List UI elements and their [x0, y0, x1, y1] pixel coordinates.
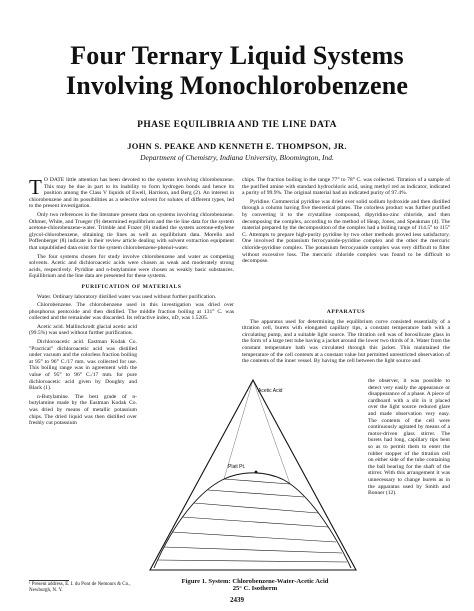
plait-point-marker [255, 471, 258, 474]
section-heading-purification: PURIFICATION OF MATERIALS [81, 283, 182, 290]
tie-line [164, 547, 342, 553]
paragraph-chlorobenzene: Chlorobenzene. The chlorobenzene used in this investigation was dried over phosphorus pentoxide and then distilled. The middle fraction boiling at 131° C. was collected and the remainder was discarded. Its refractive index, nD, was 1.5205. [29, 302, 234, 322]
figure-caption-line-2: 25° C. Isotherm [232, 585, 278, 593]
intro-paragraph-2: Only two references in the literature present data on systems involving chlorobenzene. Othmer, White, and Trueger (9) determined equilibrium and the tie line data for the system acetone-chlorobenzene-water. Trimble and Frazer (8) studied the system acetone-ethylene glycol-chlorobenzene, obtaining tie lines as well as equilibrium data. Morello and Poffenberger (8) indicate in their review article dealing with solvent extraction equipment that unpublished data exist for the system chlorobenzene-phenol-water. [29, 211, 234, 251]
author-line: JOHN S. PEAKE AND KENNETH E. THOMPSON, JR. [127, 141, 347, 151]
article-title-line-1: Four Ternary Liquid Systems [70, 41, 404, 70]
page-number: 2439 [230, 596, 244, 604]
drop-cap: T [29, 175, 42, 199]
paragraph-apparatus-2: the observer, it was possible to detect very easily the appearance or disappearance of a phase. A piece of cardboard with a slit in it placed over the light source reduced glare and made observation very easy. The contents of the cell were continuously agitated by means of a motor-driven glass stirrer. The burets had long, capillary tips bent so as to permit them to enter the rubber stopper of the titration cell on either side of the tube containing the ball bearing for the shaft of the stirrer. With this arrangement it was unnecessary to change burets as in the apparatus used by Smith and Bonner (12). [368, 378, 450, 497]
plait-point-label: Plait Pt. [228, 464, 246, 470]
ternary-phase-diagram [144, 372, 362, 577]
paragraph-apparatus-1: The apparatus used for determining the equilibrium curve consisted essentially of a titration cell, burets with elongated capillary tips, a constant temperature bath with a circulating pump, and a suitable light source. The titration cell was of borosilicate glass in the form of a large test tube having a jacket around the lower two thirds of it. Water from the constant temperature bath was circulated through this jacket. This maintained the temperature of the cell contents at a constant value but permitted unrestricted observation of the contents of the inner vessel. By having the cell between the light source and [242, 318, 450, 365]
binodal-curve [154, 473, 351, 568]
intro-paragraph-1 [29, 177, 234, 210]
paragraph-water: Water. Ordinary laboratory distilled water was used without further purification. [37, 293, 217, 300]
paragraph-pyridine: Pyridine. Commercial pyridine was dried over solid sodium hydroxide and then distilled through a column having five theoretical plates. The colorless product was further purified by converting it to the crystalline compound, dipyridino-zinc chloride, and then decomposing the complex, according to the method of Heap, Jones, and Speakman (4). The material prepared by the decomposition of the complex had a boiling range of 114.5° to 115° C. Attempts to prepare high-purity pyridine by two other methods proved less satisfactory. One involved the potassium ferrocyanide-pyridine complex and the other the mercuric chloride-pyridine complex. The potassium ferrocyanide complex was very difficult to filter without excessive loss. The mercuric chloride complex was found to be difficult to decompose. [242, 198, 450, 265]
apparatus-section [242, 305, 450, 365]
apex-label: Acetic Acid [258, 388, 283, 394]
figure-caption-line-1: Figure 1. System: Chlorobenzene-Water-Acetic Acid [181, 578, 329, 585]
tie-line [208, 490, 304, 497]
article-title-line-2: Involving Monochlorobenzene [65, 71, 409, 100]
tie-line [158, 560, 347, 562]
intro-paragraph-3: The four systems chosen for study involve chlorobenzene and water as competing solvents. Acetic and dichloroacetic acids were chosen as weak and moderately strong acids, respectively. Pyridine and n-butylamine were chosen as weakly basic substances. Equilibrium and the line data are presented for these systems. [29, 253, 234, 280]
grid-line [253, 380, 290, 484]
tie-line [224, 479, 290, 484]
footnote: ¹ Present address, E. I. du Pont de Nemours & Co., Newburgh, N. Y. [29, 582, 131, 593]
right-column [242, 177, 450, 267]
paragraph-n-butylamine: n-Butylamine. The best grade of n-butylamine made by the Eastman Kodak Co. was dried by means of metallic potassium chips. The dried liquid was then distilled over freshly cut potassium [29, 393, 137, 427]
footnote-rule [29, 580, 69, 581]
paragraph-butylamine-continued: chips. The fraction boiling in the range 77° to 78° C. was collected. Titration of a sample of the purified amine with standard hydrochloric acid, using methyl red as indicator, indicated a purity of 99.9%. The original material had an indicated purity of 97.4%. [242, 177, 450, 197]
paragraph-acetic-acid: Acetic acid. Mallinckrodt glacial acetic acid (99.5%) was used without further purification. [29, 323, 137, 337]
affiliation-line: Department of Chemistry, Indiana University, Bloomington, Ind. [140, 153, 334, 162]
figure-caption [144, 578, 366, 593]
intro-text-1: O DATE little attention has been devoted to the systems involving chlorobenzene. This may be due in part to its inability to form hydrogen bonds and hence its position among the Class V liquids of Ewell, Harrison, and Berg (2). An interest in chlorobenzene and its possibilities as a selective solvent for solutes of different types, led to the present investigation. [29, 177, 234, 210]
tie-line [172, 532, 336, 542]
tie-line [182, 517, 328, 527]
paragraph-dichloroacetic-acid: Dichloroacetic acid. Eastman Kodak Co. "Practical" dichloroacetic acid was distilled under vacuum and the colorless fraction boiling at 95° to 96° C./17 mm. was collected for use. This boiling range was in agreement with the value of 95° to 96° C./17 mm. for pure dichloroacetic acid given by Doughty and Black (1). [29, 339, 137, 392]
tie-line [194, 503, 318, 513]
section-heading-apparatus: APPARATUS [326, 309, 366, 315]
article-subtitle: PHASE EQUILIBRIA AND TIE LINE DATA [137, 120, 337, 130]
